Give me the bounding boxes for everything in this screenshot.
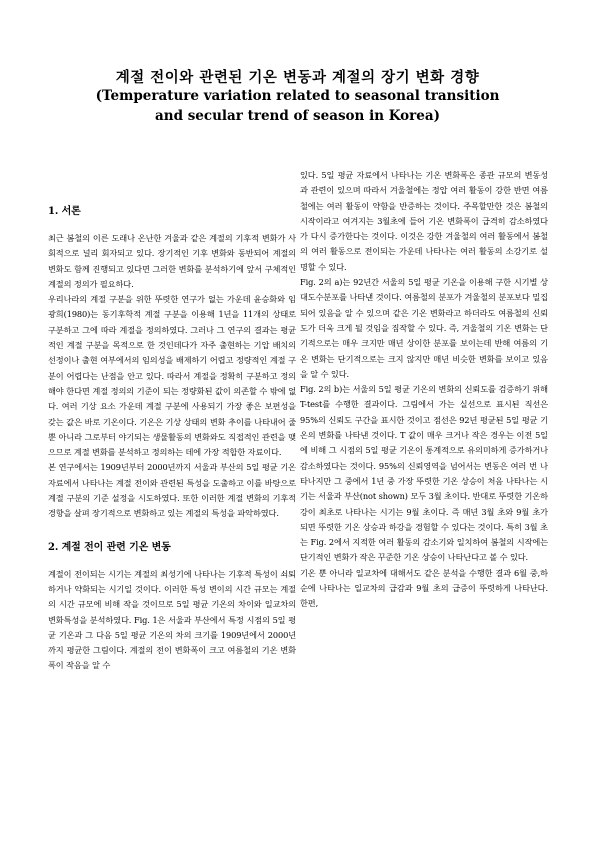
paper-title: 계절 전이와 관련된 기온 변동과 계절의 장기 변화 경향 bbox=[115, 69, 480, 86]
right-paragraph-2: Fig. 2의 a)는 92년간 서울의 5일 평균 기온을 이용해 구한 시기별 상대도수분포를 나타낸 것이다. 여름철의 분포가 겨울철의 분포보다 밀집되어 있음을 알 수 있으며 같은 기온 변화라고 하더라도 여름철의 신뢰도가 더욱 크게 될 것임을 짐작할 수 있다. 즉, 겨울철의 기온 변화는 단기적으로는 매우 크지만 매년 상이한 분포를 보이는데 반해 여름의 기온 변화는 단기적으로는 크지 않지만 매년 비슷한 변화를 보이고 있음을 알 수 있다. bbox=[300, 277, 548, 379]
right-paragraph-3: Fig. 2의 b)는 서울의 5일 평균 기온의 변화의 신뢰도를 검증하기 위해 T-test를 수행한 결과이다. 그림에서 가는 실선으로 표시된 직선은 95%의 신뢰도 구간을 표시한 것이고 점선은 92년 평균된 5일 평균 기온의 변화를 나타낸 것이다. T 값이 매우 크거나 작은 경우는 이전 5일에 비해 그 시점의 5일 평균 기온이 통계적으로 유의미하게 증가하거나 감소하였다는 것이다. 95%의 신뢰영역을 넘어서는 변동은 여러 번 나타나지만 그 중에서 1년 중 가장 뚜렷한 기온 상승이 처음 나타나는 시기는 서울과 부산(not shown) 모두 3월 초이다. 반대로 뚜렷한 기온하강이 최초로 나타나는 시기는 9월 초이다. 즉 매년 3월 초와 9월 초가 되면 뚜렷한 기온 상승과 하강을 경험할 수 있다는 것이다. 특히 3월 초는 Fig. 2에서 지적한 여러 활동의 감소기와 일치하여 봄철의 시작에는 단기적인 변화가 작은 꾸준한 기온 상승이 나타난다고 볼 수 있다. bbox=[300, 384, 548, 563]
section-heading-introduction: 1. 서론 bbox=[48, 206, 81, 217]
intro-paragraph-2: 우리나라의 계절 구분을 위한 뚜렷한 연구가 없는 가운데 윤승화와 임광희(1980)는 동기후학적 계절 구분을 이용해 1년을 11개의 상태로 구분하고 그에 따라 계절을 정의하였다. 그러나 그 연구의 결과는 평균적인 계절 구분을 목적으로 한 것인데다가 자주 출현하는 기압 배치의 선정이나 출현 여부에서의 임의성을 배제하기 어렵고 정량적인 계절 구분이 어렵다는 난점을 안고 있다. 따라서 계절을 정확히 구분하고 정의해야 한다면 계절 정의의 기준이 되는 정량화된 값이 의존할 수 밖에 없다. 여러 기상 요소 가운데 계절 구분에 사용되기 가장 좋은 보편성을 갖는 값은 바로 기온이다. 기온은 기상 상태의 변화 추이를 나타내어 줄 뿐 아니라 그로부터 야기되는 생물활동의 변화와도 직접적인 관련을 맺으므로 계절 변화를 분석하고 정의하는 데에 가장 적합한 자료이다. bbox=[48, 294, 296, 458]
section2-paragraph-1: 계절이 전이되는 시기는 계절의 최성기에 나타나는 기후적 특성이 쇠퇴하거나 약화되는 시기일 것이다. 이러한 특성 변이의 시간 규모는 계절의 시간 규모에 비해 작을 것이므로 5일 평균 기온의 차이와 일교차의 변화특성을 분석하였다. Fig. 1은 서울과 부산에서 특정 시점의 5일 평균 기온과 그 다음 5일 평균 기온의 차의 크기를 1909년에서 2000년까지 평균한 그림이다. 계절의 전이 변화폭이 크고 여름철의 기온 변화폭이 작음을 알 수 bbox=[48, 568, 296, 671]
paper-subtitle bbox=[0, 86, 595, 126]
right-paragraph-1: 있다. 5일 평균 자료에서 나타나는 기온 변화폭은 종관 규모의 변동성과 관련이 있으며 따라서 겨울철에는 정압 여러 활동이 강한 반면 여름철에는 여러 활동이 약함을 반증하는 것이다. 주목할만한 것은 봄철의 시작이라고 여겨지는 3월초에 들어 기온 변화폭이 급격히 감소하였다가 다시 증가한다는 것이다. 이것은 강한 겨울철의 여러 활동에서 봄철의 여러 활동으로 전이되는 가운데 나타나는 여러 활동의 소강기로 설명할 수 있다. bbox=[300, 170, 548, 272]
intro-paragraph-3: 본 연구에서는 1909년부터 2000년까지 서울과 부산의 5일 평균 기온 자료에서 나타나는 계절 전이와 관련된 특성을 도출하고 이를 바탕으로 계절 구분의 기준 설정을 시도하였다. 또한 이러한 계절 변화의 기후적 경향을 살펴 장기적으로 변화하고 있는 계절의 특성을 파악하였다. bbox=[48, 462, 296, 519]
section-heading-temperature-variation: 2. 계절 전이 관련 기온 변동 bbox=[48, 541, 171, 553]
right-column bbox=[300, 168, 548, 612]
intro-paragraph-1: 최근 봄철의 이른 도래나 온난한 겨울과 같은 계절의 기후적 변화가 사회적으로 널리 회자되고 있다. 장기적인 기후 변화와 동반되어 계절의 변화도 함께 진행되고 있다면 그러한 변화를 분석하기에 앞서 구체적인 계절의 정의가 필요하다. bbox=[48, 233, 296, 289]
subtitle-line-1: (Temperature variation related to seasonal transition bbox=[95, 88, 500, 104]
left-column bbox=[48, 168, 296, 674]
right-paragraph-4: 기온 뿐 아니라 일교차에 대해서도 같은 분석을 수행한 결과 6월 중,하순에 나타나는 일교차의 급감과 9월 초의 급증이 뚜렷하게 나타난다. 한편, bbox=[300, 567, 548, 609]
subtitle-line-2: and secular trend of season in Korea) bbox=[155, 108, 440, 124]
